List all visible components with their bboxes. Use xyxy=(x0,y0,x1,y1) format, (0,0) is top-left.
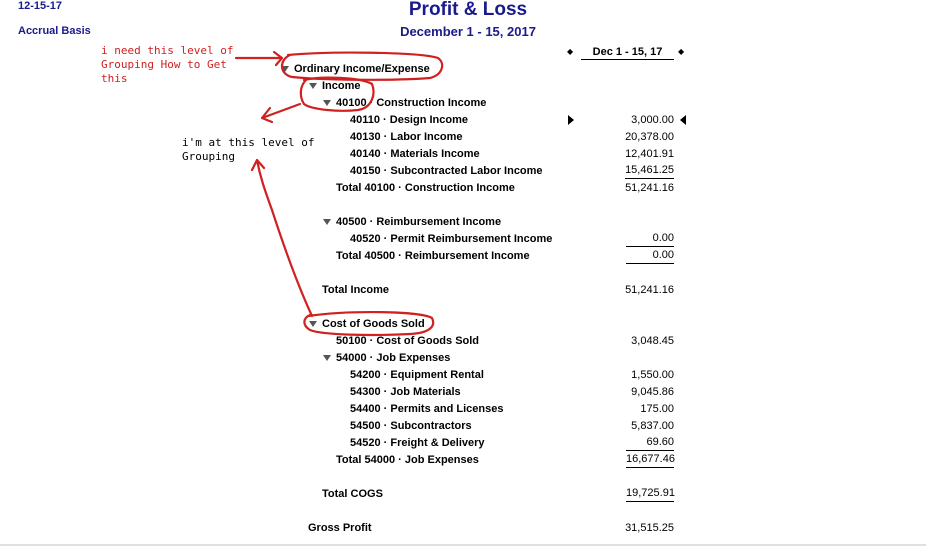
amount[interactable]: 9,045.86 xyxy=(631,386,674,398)
report-row-total-job-expenses[interactable]: Total 54000 · Job Expenses 16,677.46 xyxy=(336,453,675,466)
amount[interactable]: 175.00 xyxy=(640,403,674,415)
annotation-current-level: i'm at this level of Grouping xyxy=(182,136,315,163)
report-period: December 1 - 15, 2017 xyxy=(400,24,536,39)
amount[interactable]: 31,515.25 xyxy=(625,522,674,534)
amount[interactable]: 51,241.16 xyxy=(625,284,674,296)
amount[interactable]: 16,677.46 xyxy=(626,452,674,468)
report-row-job-expenses[interactable]: 54000 · Job Expenses xyxy=(0,350,926,367)
report-row-construction-income[interactable]: 40100 · Construction Income xyxy=(0,95,926,112)
column-header[interactable]: Dec 1 - 15, 17 xyxy=(581,46,674,60)
report-row-labor-income[interactable]: 40130 · Labor Income 20,378.00 xyxy=(0,129,926,146)
report-row-cogs[interactable]: Cost of Goods Sold xyxy=(0,316,926,333)
collapse-triangle-icon[interactable] xyxy=(281,66,289,72)
report-row-reimbursement-income[interactable]: 40500 · Reimbursement Income xyxy=(0,214,926,231)
amount[interactable]: 20,378.00 xyxy=(625,131,674,143)
report-date: 12-15-17 xyxy=(18,0,63,12)
report-row-total-income[interactable]: Total Income 51,241.16 xyxy=(0,282,926,299)
report-row-subcontracted-labor[interactable]: 40150 · Subcontracted Labor Income 15,461.25 xyxy=(350,164,674,177)
annotation-need-level: i need this level of Grouping How to Get this xyxy=(101,44,234,85)
column-move-diamond-icon[interactable]: ◆ xyxy=(678,47,685,56)
collapse-triangle-icon[interactable] xyxy=(309,83,317,89)
report-row-design-income[interactable]: 40110 · Design Income 3,000.00 xyxy=(0,112,926,129)
collapse-triangle-icon[interactable] xyxy=(323,100,331,106)
amount[interactable]: 19,725.91 xyxy=(626,486,674,502)
report-row-income[interactable]: Income xyxy=(0,78,926,95)
report-row-permits-licenses[interactable]: 54400 · Permits and Licenses 175.00 xyxy=(0,401,926,418)
amount[interactable]: 51,241.16 xyxy=(625,182,674,194)
amount[interactable]: 69.60 xyxy=(626,435,674,451)
report-title: Profit & Loss xyxy=(408,0,528,20)
report-row-materials-income[interactable]: 40140 · Materials Income 12,401.91 xyxy=(0,146,926,163)
amount[interactable]: 12,401.91 xyxy=(625,148,674,160)
amount[interactable]: 15,461.25 xyxy=(625,163,674,179)
amount[interactable]: 3,000.00 xyxy=(631,114,674,126)
amount[interactable]: 1,550.00 xyxy=(631,369,674,381)
report-row-permit-reimbursement[interactable]: 40520 · Permit Reimbursement Income 0.00 xyxy=(350,232,674,245)
column-move-diamond-icon[interactable]: ◆ xyxy=(567,47,574,56)
amount[interactable]: 3,048.45 xyxy=(631,335,674,347)
report-row-job-materials[interactable]: 54300 · Job Materials 9,045.86 xyxy=(0,384,926,401)
collapse-triangle-icon[interactable] xyxy=(309,321,317,327)
report-basis: Accrual Basis xyxy=(18,25,91,37)
report-row-equipment-rental[interactable]: 54200 · Equipment Rental 1,550.00 xyxy=(0,367,926,384)
collapse-triangle-icon[interactable] xyxy=(323,355,331,361)
report-row-total-reimbursement[interactable]: Total 40500 · Reimbursement Income 0.00 xyxy=(336,249,674,262)
report-row-subcontractors[interactable]: 54500 · Subcontractors 5,837.00 xyxy=(0,418,926,435)
amount[interactable]: 0.00 xyxy=(626,231,674,247)
report-row-total-cogs[interactable]: Total COGS 19,725.91 xyxy=(322,487,675,500)
row-selector-left-icon xyxy=(680,115,686,125)
report-row-freight-delivery[interactable]: 54520 · Freight & Delivery 69.60 xyxy=(350,436,674,449)
amount[interactable]: 5,837.00 xyxy=(631,420,674,432)
report-row-cost-of-goods[interactable]: 50100 · Cost of Goods Sold 3,048.45 xyxy=(0,333,926,350)
report-row-ordinary-income[interactable]: Ordinary Income/Expense xyxy=(0,61,926,78)
report-row-total-construction[interactable]: Total 40100 · Construction Income 51,241.16 xyxy=(0,180,926,197)
report-row-gross-profit[interactable]: Gross Profit 31,515.25 xyxy=(0,520,926,537)
amount[interactable]: 0.00 xyxy=(626,248,674,264)
collapse-triangle-icon[interactable] xyxy=(323,219,331,225)
